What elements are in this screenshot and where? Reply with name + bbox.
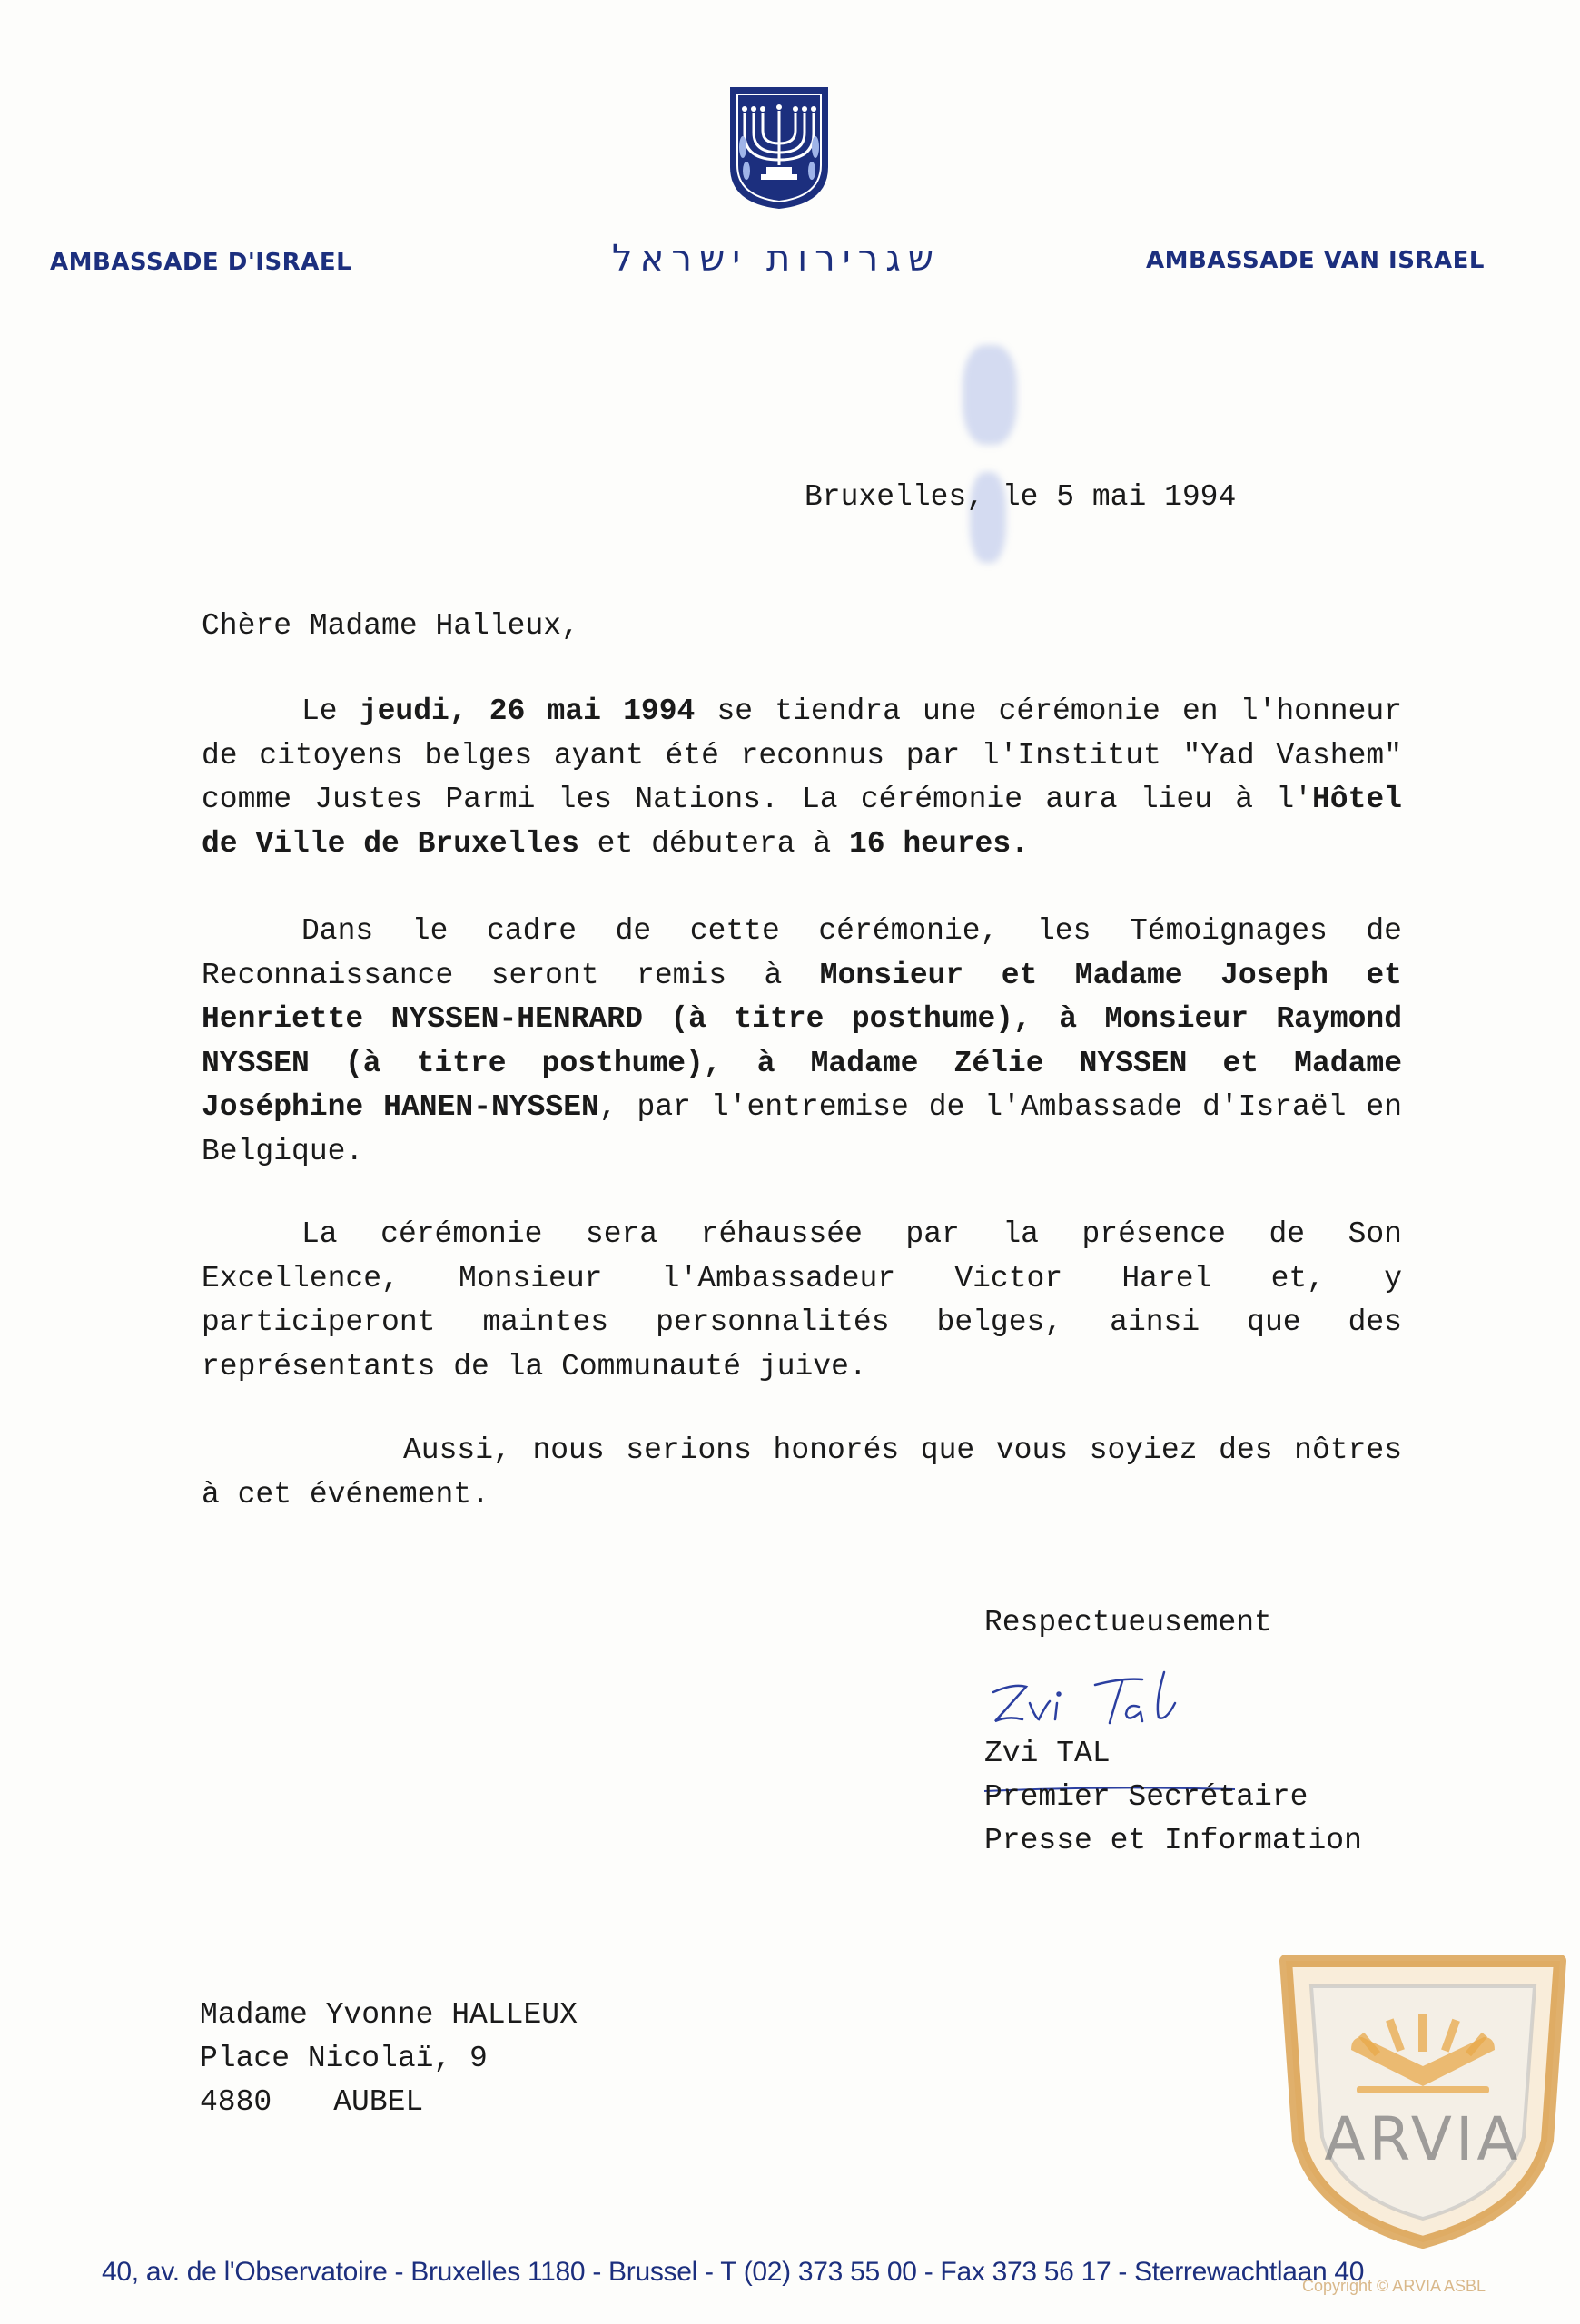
letterhead-right: AMBASSADE VAN ISRAEL	[1146, 247, 1485, 274]
recipient-city: AUBEL	[333, 2085, 424, 2119]
salutation: Chère Madame Halleux,	[202, 609, 579, 643]
ceremony-venue: Hôtel de Ville de Bruxelles	[202, 783, 1402, 861]
watermark-copyright: Copyright © ARVIA ASBL	[1302, 2277, 1486, 2295]
paragraph-1: Le jeudi, 26 mai 1994 se tiendra une cérémonie en l'honneur de citoyens belges ayant été reconnus par l'Institut "Yad Vashem" comme Justes Parmi les Nations. La cérémonie aura lieu à l'Hôtel de Ville de Bruxelles et débutera à 16 heures.	[202, 694, 1402, 861]
date-line: Bruxelles, le 5 mai 1994	[805, 480, 1237, 514]
closing: Respectueusement	[984, 1606, 1272, 1640]
embassy-emblem	[726, 84, 832, 211]
letterhead-left: AMBASSADE D'ISRAEL	[50, 249, 352, 276]
signer-name: Zvi TAL	[984, 1737, 1111, 1770]
signer-title-2: Presse et Information	[984, 1824, 1362, 1857]
recipient-street: Place Nicolaï, 9	[200, 2042, 488, 2075]
ink-stain	[963, 345, 1017, 445]
arvia-logo-text: ARVIA	[1324, 2104, 1522, 2174]
honorees: Monsieur et Madame Joseph et Henriette NYSSEN-HENRARD (à titre posthume), à Monsieur Raymond NYSSEN (à titre posthume), à Madame Zélie NYSSEN et Madame Joséphine HANEN-NYSSEN	[202, 958, 1402, 1124]
book-shield-logo-icon	[1275, 1950, 1571, 2250]
paragraph-4: Aussi, nous serions honorés que vous soyiez des nôtres à cet événement.	[202, 1433, 1402, 1512]
recipient-postcode: 4880	[200, 2085, 272, 2119]
letterhead-hebrew: שגרירות ישראל	[611, 238, 942, 280]
arvia-watermark	[1275, 1950, 1571, 2250]
signer-title-1: Premier Secrétaire	[984, 1780, 1308, 1814]
ceremony-date: jeudi, 26 mai 1994	[359, 694, 696, 728]
recipient-city-line	[200, 2081, 423, 2125]
paragraph-3: La cérémonie sera réhaussée par la présence de Son Excellence, Monsieur l'Ambassadeur Victor Harel et, y participeront maintes personnalités belges, ainsi que des représentants de la Communauté juive.	[202, 1217, 1402, 1384]
footer-address: 40, av. de l'Observatoire - Bruxelles 1180 - Brussel - T (02) 373 55 00 - Fax 373 56 17 - Sterrewachtlaan 40	[102, 2257, 1365, 2287]
menorah-emblem-icon	[726, 84, 832, 211]
recipient-name: Madame Yvonne HALLEUX	[200, 1998, 578, 2032]
ceremony-time: 16 heures.	[848, 826, 1029, 861]
paragraph-2: Dans le cadre de cette cérémonie, les Témoignages de Reconnaissance seront remis à Monsieur et Madame Joseph et Henriette NYSSEN-HENRARD (à titre posthume), à Monsieur Raymond NYSSEN (à titre posthume), à Madame Zélie NYSSEN et Madame Joséphine HANEN-NYSSEN, par l'entremise de l'Ambassade d'Israël en Belgique.	[202, 914, 1402, 1168]
